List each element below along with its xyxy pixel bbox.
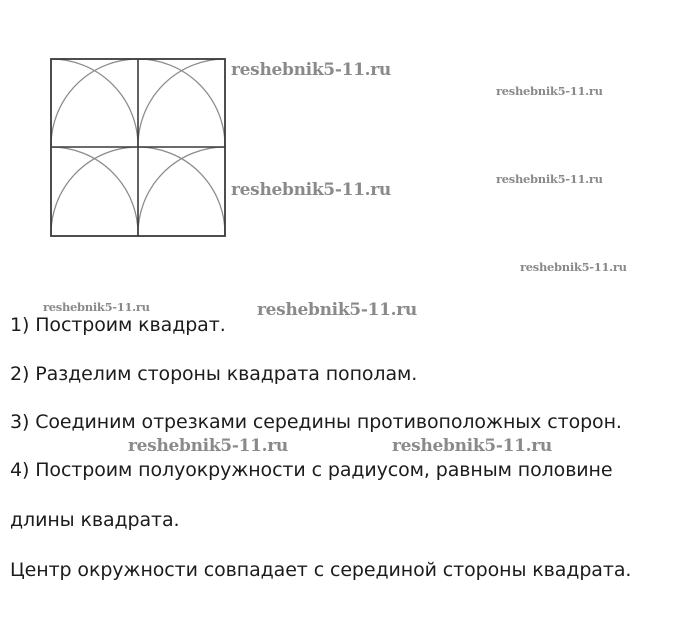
watermark: reshebnik5-11.ru xyxy=(520,260,627,274)
arc-top-left-inner xyxy=(51,59,138,147)
watermark: reshebnik5-11.ru xyxy=(43,300,150,314)
watermark: reshebnik5-11.ru xyxy=(231,60,391,80)
arc-top-right-outer xyxy=(138,59,225,147)
conclusion-text: Центр окружности совпадает с серединой стороны квадрата. xyxy=(10,559,632,581)
arc-bottom-left-outer xyxy=(51,147,138,236)
arc-bottom-left-inner xyxy=(51,147,138,236)
watermark: reshebnik5-11.ru xyxy=(257,300,417,320)
arc-top-left-outer xyxy=(51,59,138,147)
square-petal-figure xyxy=(0,0,240,245)
step-2: 2) Разделим стороны квадрата пополам. xyxy=(10,363,418,385)
arc-bottom-right-inner xyxy=(138,147,225,236)
step-1: 1) Построим квадрат. xyxy=(10,314,226,336)
watermark: reshebnik5-11.ru xyxy=(231,180,391,200)
watermark: reshebnik5-11.ru xyxy=(128,436,288,456)
watermark: reshebnik5-11.ru xyxy=(496,172,603,186)
step-4-continuation: длины квадрата. xyxy=(10,509,180,531)
watermark: reshebnik5-11.ru xyxy=(392,436,552,456)
step-3: 3) Соединим отрезками середины противоположных сторон. xyxy=(10,411,622,433)
step-4: 4) Построим полуокружности с радиусом, равным половине xyxy=(10,459,613,481)
arc-bottom-right-outer xyxy=(138,147,225,236)
arc-top-right-inner xyxy=(138,59,225,147)
watermark: reshebnik5-11.ru xyxy=(496,84,603,98)
